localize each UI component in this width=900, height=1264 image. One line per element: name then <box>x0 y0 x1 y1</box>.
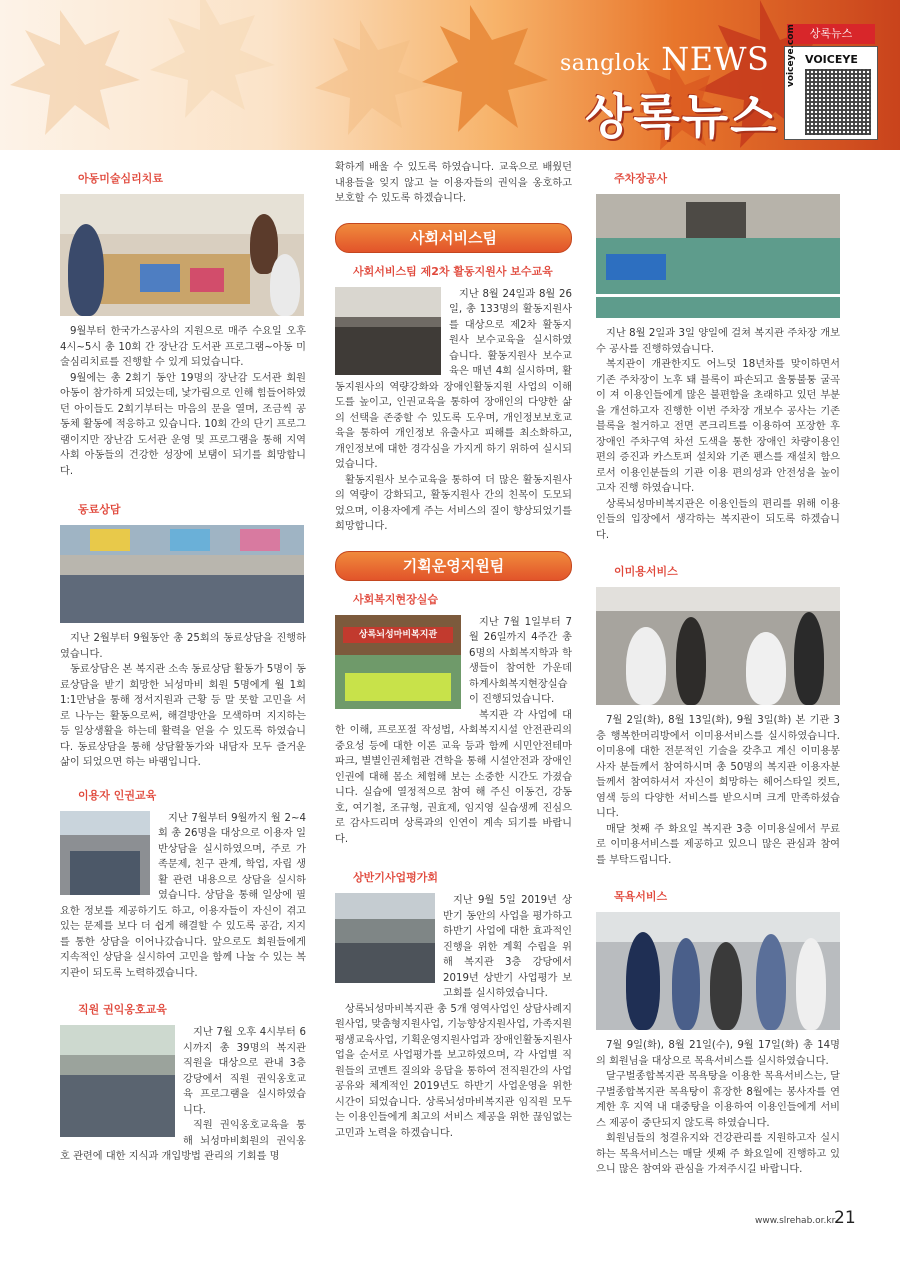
midyear-review-p1: 지난 9월 5일 2019년 상반기 동안의 사업을 평가하고 하반기 사업에 대한 효과적인 진행을 위한 계획 수립을 위해 복지관 3층 강당에서 2019년 상반기 사업평가 보고회를 실시하였습니다. <box>443 895 572 999</box>
photo-user-rights <box>60 811 150 895</box>
heading-peer-counseling: 동료상담 <box>78 503 121 516</box>
page-title: 상록뉴스 <box>585 89 779 145</box>
parking-p2: 복지관이 개관한지도 어느덧 18년차를 맞이하면서 기존 주차장이 노후 돼 블록이 파손되고 울퉁불퉁 굴곡이 져 이용인들에게 많은 불편함을 초래하고 있던 부분을 개선하고자 진행한 이번 주차장 개보수 공사는 기존 블록을 철거하고 전면 콘크리트를 이용하여 포장한 후 장애인 주차구역 차선 도색을 통한 장애인 차량이용인 편의 증진과 카스토퍼 설치와 기존 펜스를 재설치 함으로서 이용인분들의 기관 이용 편의성과 안전성을 높이고자 진행 하였습니다. <box>596 359 840 494</box>
kicker-news: NEWS <box>661 40 770 78</box>
heading-hair-service: 이미용서비스 <box>614 565 678 578</box>
header-kicker <box>560 40 769 78</box>
page-header <box>0 0 900 150</box>
staff-rights-p1: 지난 7월 오후 4시부터 6시까지 총 39명의 복지관 직원을 대상으로 관내 3층 강당에서 직원 권익옹호교육 프로그램을 실시하였습니다. <box>183 1027 306 1116</box>
activity-training-p2: 활동지원사 보수교육을 통하여 더 많은 활동지원사의 역량이 강화되고, 활동지원사 간의 친목이 도모되었으며, 이용자에게 주는 서비스의 질이 향상되었기를 희망합니다. <box>335 474 572 532</box>
staff-rights-cont: 확하게 배울 수 있도록 하였습니다. 교육으로 배웠던 내용들을 잊지 않고 늘 이용자들의 권익을 옹호하고 보호할 수 있도록 하겠습니다. <box>335 162 572 204</box>
page-number: 21 <box>834 1208 856 1228</box>
peer-counseling-p2: 동료상담은 본 복지관 소속 동료상담 활동가 5명이 동료상담을 받기 희망한 뇌성마비 회원 5명에게 월 1회 1:1만남을 통해 정서지원과 근황 등 말 못할 고민을 서로 나누는 활동으로써, 해결방안을 모색하며 지지하는 등 일상생활을 하는데 활력을 얻을 수 있도록 하였습니다. 동료상담을 통해 상담활동가와 내담자 모두 즐거운 삶이 되었으면 하는 바램입니다. <box>60 664 306 768</box>
voiceye-brand: VOICEYE <box>805 53 858 66</box>
staff-rights-p2: 직원 권익옹호교육을 통해 뇌성마비회원의 권익옹호 관련에 대한 지식과 개입방법 관리의 기회를 명 <box>60 1120 306 1162</box>
photo-art-therapy <box>60 194 304 316</box>
photo-bath-service <box>596 912 840 1030</box>
bath-service-p2: 달구벌종합복지관 목욕탕을 이용한 목욕서비스는, 달구벌종합복지관 목욕탕이 휴장한 8월에는 봉사자를 연계한 후 지역 내 대중탕을 이용하여 이용인들에게 서비스 제공이 중단되지 않도록 하였습니다. <box>596 1071 840 1129</box>
hair-service-p2: 매달 첫째 주 화요일 복지관 3층 이미용실에서 무료로 이미용서비스를 제공하고 있으니 많은 관심과 참여를 부탁드립니다. <box>596 823 840 866</box>
team-bar-social-service: 사회서비스팀 <box>335 223 572 253</box>
field-practice-p2: 복지관 각 사업에 대한 이해, 프로포절 작성법, 사회복지시설 안전관리의 중요성 등에 대한 이론 교육 등과 함께 시민안전테마파크, 별별인권체험관 견학을 통해 시설안전과 장애인인권에 대해 몸소 체험해 보는 소중한 시간도 가졌습니다. 실습에 열정적으로 참여 해 주신 이동건, 강동호, 여기철, 조규형, 권효제, 임지영 실습생께 진심으로 감사드리며 상록과의 인연이 계속 되기를 바랍니다. <box>335 709 572 845</box>
bath-service-p3: 회원님들의 청결유지와 건강관리를 지원하고자 실시하는 목욕서비스는 매달 셋째 주 화요일에 진행하고 있으니 많은 참여와 관심을 가져주시길 바랍니다. <box>596 1133 840 1175</box>
heading-art-therapy: 아동미술심리치료 <box>78 172 164 185</box>
photo-hair-service <box>596 587 840 705</box>
footer-url[interactable]: www.slrehab.or.kr <box>755 1216 836 1226</box>
activity-training-p1: 지난 8월 24일과 8월 26일, 총 133명의 활동지원사를 대상으로 제2차 활동지원사 보수교육을 실시하였습니다. 활동지원사 보수교육은 매년 4회 실시하며, 활동지원사의 역량강화와 장애인활동지원 사업의 이해도를 높이고, 인권교육을 통하여 장애인의 다양한 삶의 선택을 존중할 수 있도록 도우며, 개인정보보호교육을 통하여 개인정보 유출사고 피해를 최소화하고, 개인정보에 대한 경각심을 가지게 하기 위하여 실시되었습니다. <box>335 288 572 470</box>
field-practice-sign: 상록뇌성마비복지관 <box>343 627 453 643</box>
heading-staff-rights: 직원 권익옹호교육 <box>78 1003 167 1016</box>
photo-peer-counseling <box>60 525 304 623</box>
kicker-text: sanglok <box>560 51 650 76</box>
heading-parking: 주차장공사 <box>614 172 668 185</box>
heading-field-practice: 사회복지현장실습 <box>353 592 439 606</box>
voiceye-pattern-icon <box>805 69 871 135</box>
column-right <box>596 160 840 1178</box>
heading-bath-service: 목욕서비스 <box>614 890 668 903</box>
photo-staff-rights <box>60 1025 175 1137</box>
heading-midyear-review: 상반기사업평가회 <box>353 871 439 884</box>
art-therapy-p2: 9월에는 총 2회기 동안 19명의 장난감 도서관 회원 아동이 참가하게 되었는데, 낯가림으로 인해 힘들어하였던 아이들도 2회기부터는 마음의 문을 열며, 조금씩 공동체 활동에 적응하고 있습니다. 10회 간의 단기 프로그램이지만 장난감 도서관 운영 및 프로그램을 통해 지역사회 아동들의 건강한 성장에 보탬이 되기를 희망합니다. <box>60 372 306 477</box>
heading-activity-training: 사회서비스팀 제2차 활동지원사 보수교육 <box>353 264 553 278</box>
parking-p1: 지난 8월 2일과 3일 양일에 걸쳐 복지관 주차장 개보수 공사를 진행하였습니다. <box>596 328 840 355</box>
field-practice-p1: 지난 7월 1일부터 7월 26일까지 4주간 총 6명의 사회복지학과 학생들이 참여한 가운데 하계사회복지현장실습이 진행되었습니다. <box>469 616 572 705</box>
autumn-leaves-decoration <box>0 0 560 150</box>
hair-service-p1: 7월 2일(화), 8월 13일(화), 9월 3일(화) 본 기관 3층 행복한머리방에서 이미용서비스를 실시하였습니다. 이미용에 대한 전문적인 기술을 갖추고 계신 이미용봉사자 분들께서 참여하시며 총 50명의 복지관 이용자분들께서 참여하셔서 자신이 희망하는 헤어스타일 컷트, 염색 등의 다양한 서비스를 받으시며 크게 만족하셨습니다. <box>596 715 840 819</box>
heading-user-rights: 이용자 인권교육 <box>78 788 157 802</box>
peer-counseling-p1: 지난 2월부터 9월동안 총 25회의 동료상담을 진행하였습니다. <box>60 633 306 660</box>
photo-midyear-review <box>335 893 435 983</box>
photo-field-practice <box>335 615 461 709</box>
column-middle <box>335 160 572 1141</box>
photo-parking <box>596 194 840 318</box>
photo-activity-training <box>335 287 441 375</box>
midyear-review-p2: 상록뇌성마비복지관 총 5개 영역사업인 상담사례지원사업, 맞춤형지원사업, 기능향상지원사업, 가족지원평생교육사업, 기획운영지원사업과 장애인활동지원사업을 순서로 사업평가를 보고하였으며, 각 사업별 직원들의 코멘트 질의와 응답을 통하여 전직원간의 사업공유와 체계적인 2019년도 하반기 사업운영을 위한 시간이 되었습니다. 상록뇌성마비복지관 임직원 모두는 이용인들에게 최고의 서비스 제공을 위한 끊임없는 고민과 노력을 하겠습니다. <box>335 1003 572 1139</box>
column-left <box>60 160 306 1165</box>
section-tag: 상록뉴스 <box>787 24 875 44</box>
parking-p3: 상록뇌성마비복지관은 이용인들의 편리를 위해 이용인들의 입장에서 생각하는 복지관이 되도록 하겠습니다. <box>596 498 840 541</box>
user-rights-p1: 지난 7월부터 9월까지 월 2~4회 총 26명을 대상으로 이용자 일반상담을 실시하였으며, 주로 가족문제, 친구 관계, 학업, 자립 생활 관련 내용으로 상담을 실시하였습니다. 상담을 통해 일상에 필요한 정보를 제공하기도 하고, 이용자들이 자신이 겪고 있는 문제를 보다 더 쉽게 해결할 수 있도록 공감, 지지를 통한 상담을 이어나갔습니다. 앞으로도 회원들에게 지속적인 상담을 실시하여 고민을 함께 나눌 수 있는 복지관이 되도록 노력하겠습니다. <box>60 812 306 979</box>
voiceye-url: voiceye.com <box>786 24 796 87</box>
art-therapy-p1: 9월부터 한국가스공사의 지원으로 매주 수요일 오후 4시~5시 총 10회 간 장난감 도서관 프로그램~아동 미술심리치료를 진행할 수 있게 되었습니다. <box>60 326 306 368</box>
team-bar-planning: 기획운영지원팀 <box>335 551 572 581</box>
bath-service-p1: 7월 9일(화), 8월 21일(수), 9월 17일(화) 총 14명의 회원님을 대상으로 목욕서비스를 실시하였습니다. <box>596 1040 840 1067</box>
